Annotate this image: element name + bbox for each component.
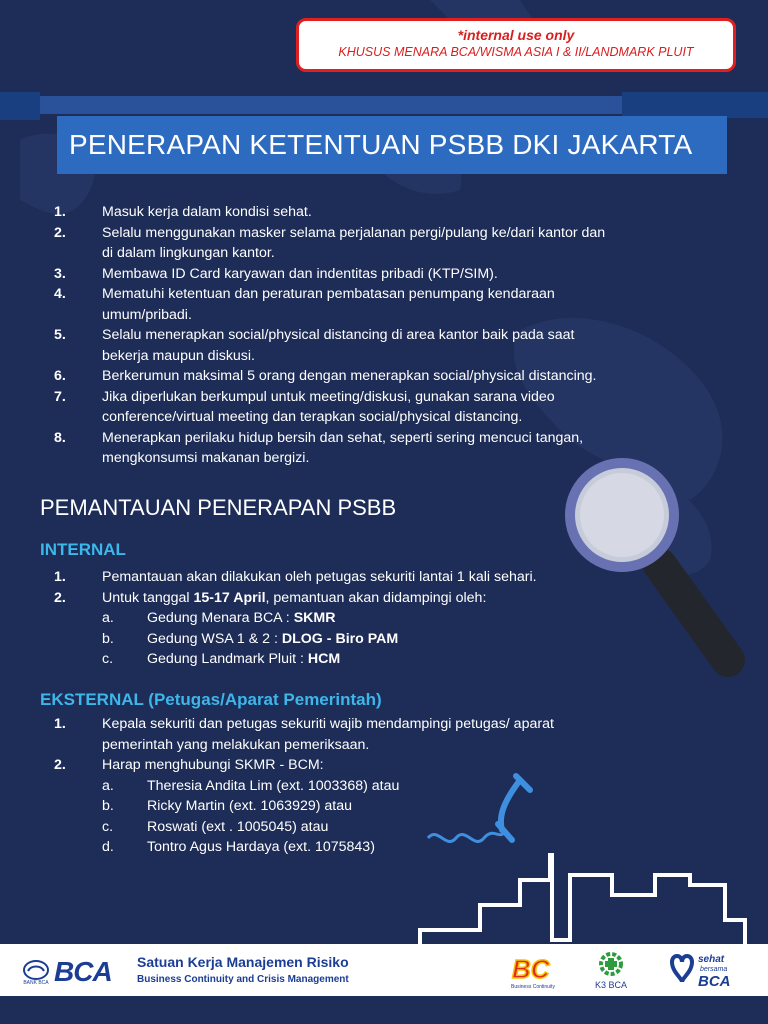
- notice-line-1: *internal use only: [457, 27, 575, 43]
- notice-line-2: KHUSUS MENARA BCA/WISMA ASIA I & II/LANDMARK PLUIT: [338, 45, 694, 59]
- page-title: PENERAPAN KETENTUAN PSBB DKI JAKARTA: [69, 129, 693, 160]
- internal-list: [40, 567, 680, 670]
- footer: [0, 944, 768, 996]
- contact-item: d. Tontro Agus Hardaya (ext. 1075843): [102, 839, 375, 855]
- svg-text:Business Continuity: Business Continuity: [511, 984, 555, 990]
- internal-sub-item: c. Gedung Landmark Pluit : HCM: [102, 651, 341, 667]
- rule-item: 7. Jika diperlukan berkumpul untuk meeting/diskusi, gunakan sarana video conference/virtual meeting dan terapkan social/physical distancing.: [54, 388, 555, 425]
- rule-item: 2. Selalu menggunakan masker selama perjalanan pergi/pulang ke/dari kantor dan di dalam lingkungan kantor.: [54, 224, 606, 261]
- bc-logo: [508, 948, 558, 992]
- contact-item: c. Roswati (ext . 1005045) atau: [102, 818, 329, 835]
- bca-wordmark: BCA: [54, 956, 112, 987]
- svg-text:BANK BCA: BANK BCA: [23, 980, 49, 985]
- rules-list: [40, 202, 720, 469]
- contact-item: b. Ricky Martin (ext. 1063929) atau: [102, 798, 353, 814]
- svg-text:BCA: BCA: [698, 973, 731, 990]
- bottom-band: [0, 996, 768, 1024]
- svg-text:BC: BC: [512, 954, 550, 984]
- rule-item: 5. Selalu menerapkan social/physical distancing di area kantor baik pada saat bekerja maupun diskusi.: [54, 327, 575, 364]
- monitoring-heading: PEMANTAUAN PENERAPAN PSBB: [40, 495, 397, 520]
- internal-sub-item: b. Gedung WSA 1 & 2 : DLOG - Biro PAM: [102, 630, 399, 647]
- rule-item: 4. Mematuhi ketentuan dan peraturan pembatasan penumpang kendaraan umum/pribadi.: [54, 286, 555, 323]
- svg-text:bersama: bersama: [700, 966, 728, 973]
- external-heading: EKSTERNAL (Petugas/Aparat Pemerintah): [40, 690, 382, 709]
- rule-item: 6. Berkerumun maksimal 5 orang dengan menerapkan social/physical distancing.: [54, 368, 597, 384]
- sehat-bersama-bca-logo: [664, 948, 748, 992]
- svg-text:K3 BCA: K3 BCA: [594, 980, 628, 990]
- internal-sub-item: a. Gedung Menara BCA : SKMR: [102, 610, 336, 626]
- rule-item: 3. Membawa ID Card karyawan dan indentitas pribadi (KTP/SIM).: [54, 265, 498, 282]
- svg-text:sehat: sehat: [698, 954, 725, 965]
- external-list: [40, 714, 690, 858]
- rule-item: 8. Menerapkan perilaku hidup bersih dan sehat, seperti sering mencuci tangan, mengkonsumsi makanan bergizi.: [54, 429, 584, 466]
- internal-item: 2. Untuk tanggal 15-17 April, pemantuan akan didampingi oleh:: [54, 589, 487, 606]
- bca-emblem-icon: [22, 959, 50, 985]
- internal-heading: INTERNAL: [40, 540, 126, 559]
- unit-subtitle: Business Continuity and Crisis Management: [137, 974, 349, 985]
- internal-use-notice: [296, 18, 736, 72]
- contact-item: a. Theresia Andita Lim (ext. 1003368) atau: [102, 777, 400, 794]
- title-bar: [57, 116, 727, 174]
- rule-item: 1. Masuk kerja dalam kondisi sehat.: [54, 204, 312, 220]
- k3-logo: [586, 948, 636, 992]
- external-item: 2. Harap menghubungi SKMR - BCM:: [54, 757, 324, 773]
- internal-item: 1. Pemantauan akan dilakukan oleh petugas sekuriti lantai 1 kali sehari.: [54, 569, 537, 585]
- bca-logo: [22, 956, 112, 988]
- external-item: 1. Kepala sekuriti dan petugas sekuriti wajib mendampingi petugas/ aparat pemerintah yang melakukan pemeriksaan.: [54, 716, 554, 753]
- unit-name: Satuan Kerja Manajemen Risiko: [137, 954, 349, 970]
